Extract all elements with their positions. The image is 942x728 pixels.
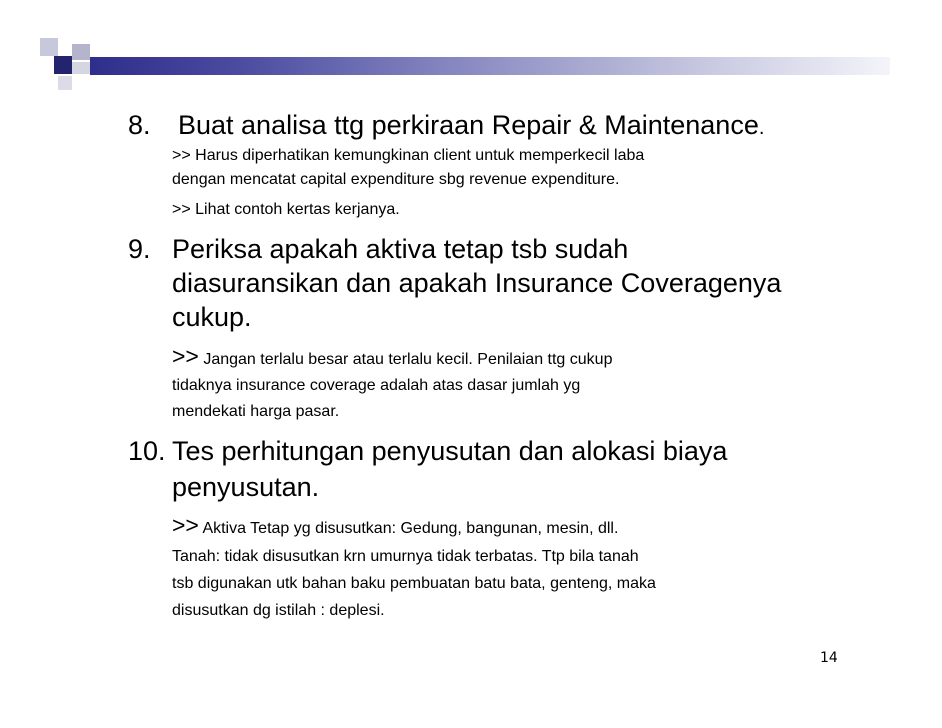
item-9-note-text: Jangan terlalu besar atau terlalu kecil. Penilaian ttg cukup	[203, 351, 613, 368]
item-9-note-line2: tidaknya insurance coverage adalah atas dasar jumlah yg	[172, 377, 581, 394]
item-8-number: 8.	[128, 110, 151, 140]
item-9-note-line3: mendekati harga pasar.	[172, 403, 340, 420]
item-10-heading-line2: penyusutan.	[172, 472, 320, 502]
item-10-number: 10.	[128, 436, 166, 466]
item-9-note-arrow: >>	[172, 343, 199, 369]
item-10-heading-line1: Tes perhitungan penyusutan dan alokasi biaya	[172, 436, 728, 466]
item-10-note1-arrow: >>	[172, 512, 199, 538]
item-9-heading-line1: Periksa apakah aktiva tetap tsb sudah	[172, 234, 629, 264]
item-10-note2-line1: Tanah: tidak disusutkan krn umurnya tidak terbatas. Ttp bila tanah	[172, 548, 639, 565]
item-8-heading	[178, 110, 764, 144]
item-8-heading-end: .	[758, 117, 765, 139]
item-9-heading-line2: diasuransikan dan apakah Insurance Coveragenya	[172, 268, 782, 298]
page-number: 14	[820, 650, 838, 666]
item-8-note1-line2: dengan mencatat capital expenditure sbg revenue expenditure.	[172, 171, 620, 188]
item-9-heading-line3: cukup.	[172, 302, 252, 332]
item-8-note2: >> Lihat contoh kertas kerjanya.	[172, 201, 400, 218]
item-8-note1-line1: >> Harus diperhatikan kemungkinan client untuk memperkecil laba	[172, 147, 645, 164]
item-8-heading-text: Buat analisa ttg perkiraan Repair & Maintenance	[178, 110, 759, 140]
item-10-note2-line3: disusutkan dg istilah : deplesi.	[172, 602, 385, 619]
item-10-note2-line2: tsb digunakan utk bahan baku pembuatan batu bata, genteng, maka	[172, 575, 656, 592]
item-9-note-line1	[172, 343, 612, 373]
item-10-note1-text: Aktiva Tetap yg disusutkan: Gedung, bangunan, mesin, dll.	[202, 520, 619, 537]
item-10-note1	[172, 512, 618, 542]
item-9-number: 9.	[128, 234, 151, 264]
